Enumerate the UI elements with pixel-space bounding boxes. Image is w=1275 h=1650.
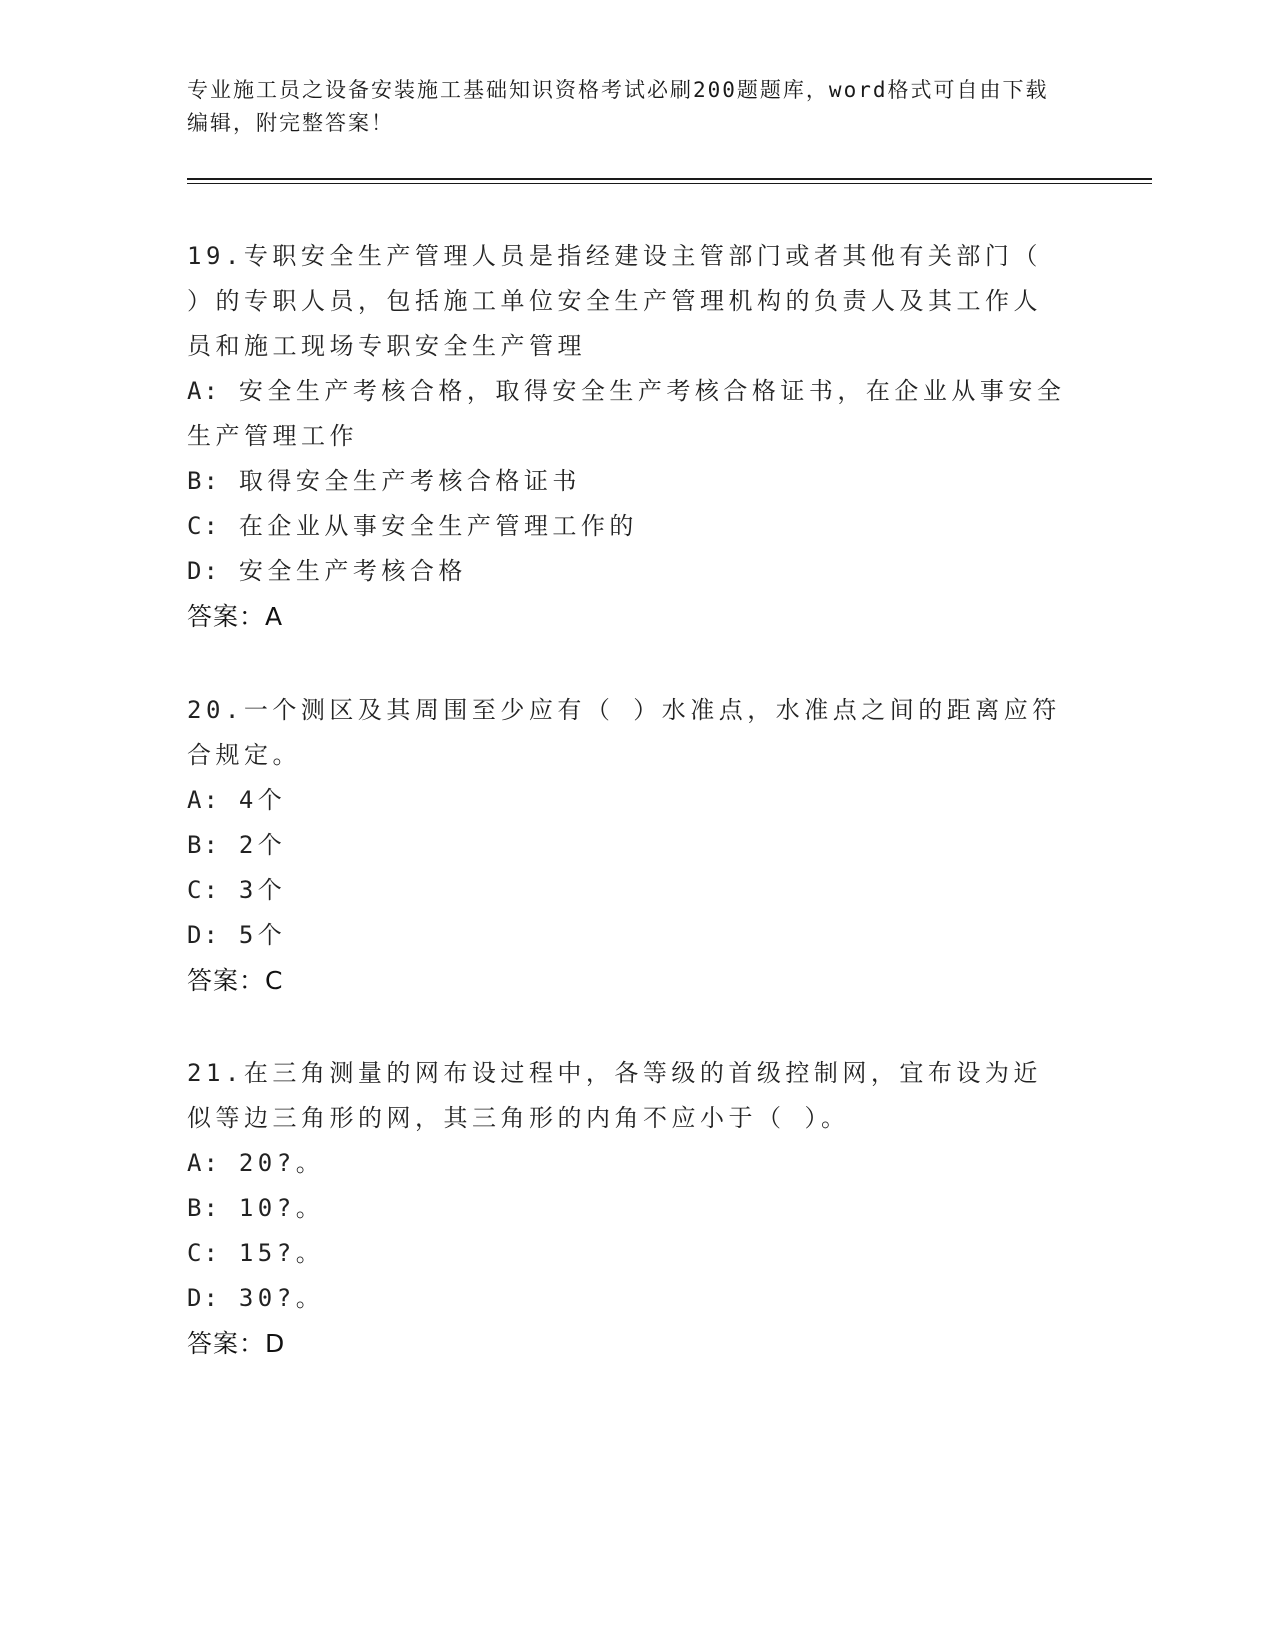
option-letter: A: xyxy=(187,377,220,405)
option-text: 3个 xyxy=(238,876,287,904)
option-letter: A: xyxy=(187,1149,220,1177)
option-text: 15?。 xyxy=(238,1239,325,1267)
question-19 xyxy=(187,234,1067,639)
option-b xyxy=(187,823,1067,868)
question-20 xyxy=(187,688,1067,1003)
answer: 答案：C xyxy=(187,966,284,995)
option-text: 30?。 xyxy=(238,1284,325,1312)
option-a xyxy=(187,778,1067,823)
option-letter: D: xyxy=(187,921,220,949)
question-21 xyxy=(187,1051,1067,1366)
option-letter: C: xyxy=(187,876,220,904)
option-text: 在企业从事安全生产管理工作的 xyxy=(238,512,638,540)
option-c xyxy=(187,868,1067,913)
option-text: 20?。 xyxy=(238,1149,325,1177)
option-letter: B: xyxy=(187,1194,220,1222)
option-text: 安全生产考核合格 xyxy=(238,557,467,585)
option-letter: D: xyxy=(187,557,220,585)
option-letter: C: xyxy=(187,1239,220,1267)
answer: 答案：A xyxy=(187,602,284,631)
option-d xyxy=(187,1276,1067,1321)
option-text: 10?。 xyxy=(238,1194,325,1222)
option-a xyxy=(187,369,1067,459)
question-stem: 21.在三角测量的网布设过程中，各等级的首级控制网，宜布设为近似等边三角形的网，其三角形的内角不应小于（ ）。 xyxy=(187,1059,1042,1132)
question-stem: 19.专职安全生产管理人员是指经建设主管部门或者其他有关部门（ ）的专职人员，包括施工单位安全生产管理机构的负责人及其工作人员和施工现场专职安全生产管理 xyxy=(187,242,1042,360)
option-text: 5个 xyxy=(238,921,287,949)
header-divider-thick xyxy=(187,178,1152,180)
option-text: 安全生产考核合格，取得安全生产考核合格证书，在企业从事安全生产管理工作 xyxy=(187,377,1066,450)
option-a xyxy=(187,1141,1067,1186)
option-text: 4个 xyxy=(238,786,287,814)
option-letter: D: xyxy=(187,1284,220,1312)
document-header: 专业施工员之设备安装施工基础知识资格考试必刷200题题库，word格式可自由下载编辑，附完整答案！ xyxy=(187,78,1049,135)
question-stem: 20.一个测区及其周围至少应有（ ）水准点，水准点之间的距离应符合规定。 xyxy=(187,696,1061,769)
option-b xyxy=(187,459,1067,504)
option-d xyxy=(187,549,1067,594)
option-letter: B: xyxy=(187,467,220,495)
option-b xyxy=(187,1186,1067,1231)
option-letter: C: xyxy=(187,512,220,540)
option-text: 取得安全生产考核合格证书 xyxy=(238,467,581,495)
option-c xyxy=(187,1231,1067,1276)
answer: 答案：D xyxy=(187,1329,286,1358)
option-c xyxy=(187,504,1067,549)
option-text: 2个 xyxy=(238,831,287,859)
option-letter: B: xyxy=(187,831,220,859)
option-d xyxy=(187,913,1067,958)
header-divider-thin xyxy=(187,183,1152,184)
option-letter: A: xyxy=(187,786,220,814)
